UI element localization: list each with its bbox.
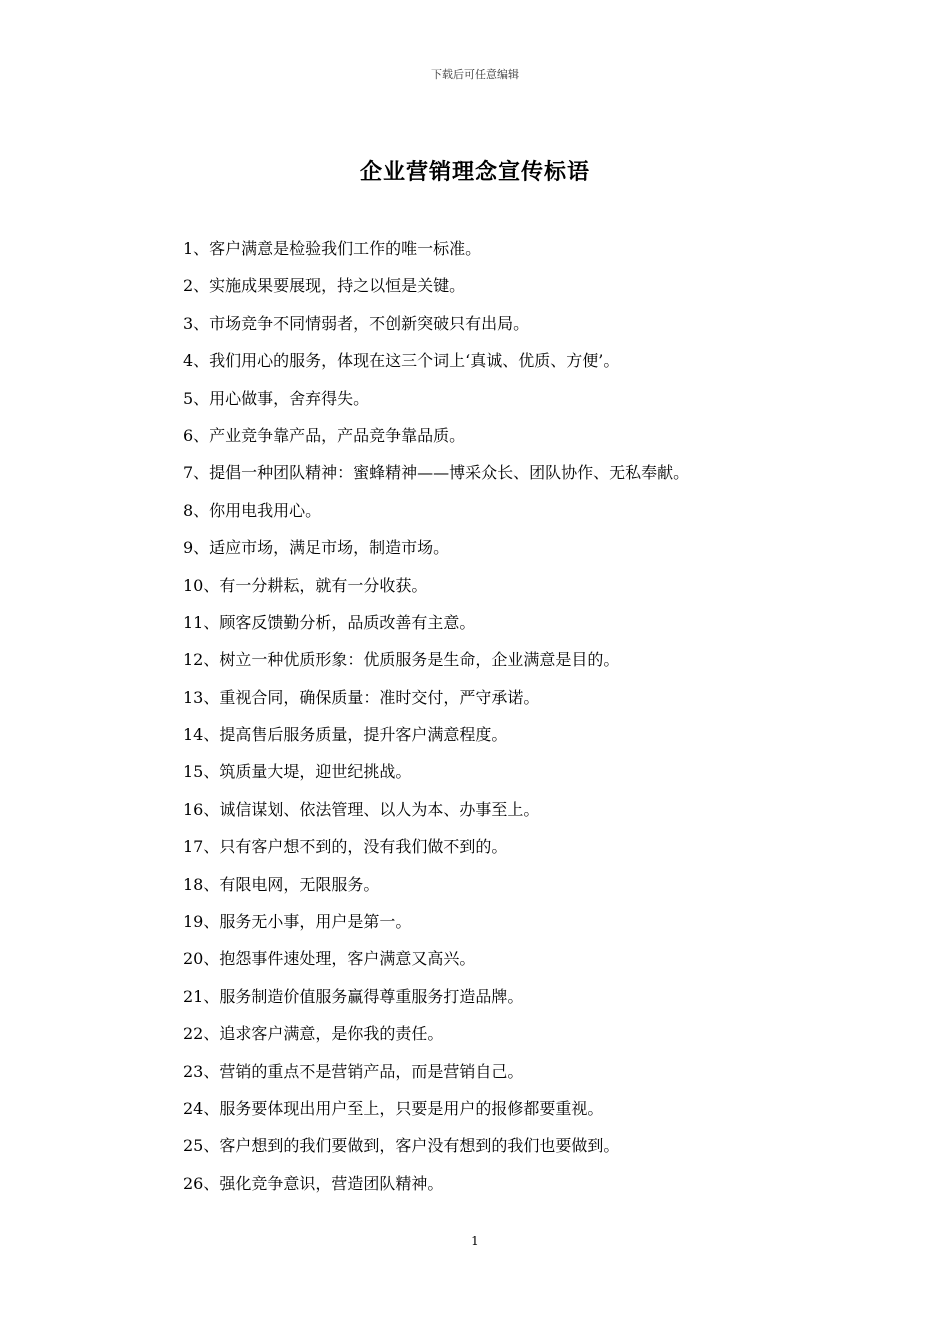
list-item: 9、适应市场，满足市场，制造市场。 xyxy=(183,538,450,558)
list-item: 10、有一分耕耘，就有一分收获。 xyxy=(183,575,428,595)
list-item: 25、客户想到的我们要做到，客户没有想到的我们也要做到。 xyxy=(183,1136,620,1156)
list-item: 3、市场竞争不同情弱者，不创新突破只有出局。 xyxy=(183,313,530,333)
list-item: 17、只有客户想不到的，没有我们做不到的。 xyxy=(183,837,508,857)
list-item: 12、树立一种优质形象：优质服务是生命，企业满意是目的。 xyxy=(183,650,620,670)
list-item: 7、提倡一种团队精神：蜜蜂精神——博采众长、团队协作、无私奉献。 xyxy=(183,463,690,483)
list-item: 22、追求客户满意，是你我的责任。 xyxy=(183,1024,444,1044)
list-item: 11、顾客反馈勤分析，品质改善有主意。 xyxy=(183,612,476,632)
list-item: 6、产业竞争靠产品，产品竞争靠品质。 xyxy=(183,425,466,445)
list-item: 21、服务制造价值服务赢得尊重服务打造品牌。 xyxy=(183,986,524,1006)
list-item: 5、用心做事，舍弃得失。 xyxy=(183,388,370,408)
page-title: 企业营销理念宣传标语 xyxy=(359,159,590,185)
list-item: 16、诚信谋划、依法管理、以人为本、办事至上。 xyxy=(183,799,540,819)
list-item: 13、重视合同，确保质量：准时交付，严守承诺。 xyxy=(183,687,540,707)
list-item: 20、抱怨事件速处理，客户满意又高兴。 xyxy=(183,949,476,969)
list-item: 1、客户满意是检验我们工作的唯一标准。 xyxy=(183,239,482,258)
list-item: 8、你用电我用心。 xyxy=(183,500,322,520)
page-number: 1 xyxy=(471,1234,479,1248)
list-item: 19、服务无小事，用户是第一。 xyxy=(183,912,412,932)
list-item: 2、实施成果要展现，持之以恒是关键。 xyxy=(183,276,466,296)
list-item: 23、营销的重点不是营销产品，而是营销自己。 xyxy=(183,1061,524,1081)
list-item: 24、服务要体现出用户至上，只要是用户的报修都要重视。 xyxy=(183,1098,604,1118)
list-item: 14、提高售后服务质量，提升客户满意程度。 xyxy=(183,725,508,745)
header-note: 下载后可任意编辑 xyxy=(431,68,519,81)
list-item: 4、我们用心的服务，体现在这三个词上‘真诚、优质、方便’。 xyxy=(183,351,620,371)
list-item: 18、有限电网，无限服务。 xyxy=(183,874,380,894)
list-item: 15、筑质量大堤，迎世纪挑战。 xyxy=(183,762,412,782)
slogan-list xyxy=(183,236,883,1208)
list-item: 26、强化竞争意识，营造团队精神。 xyxy=(183,1173,444,1193)
